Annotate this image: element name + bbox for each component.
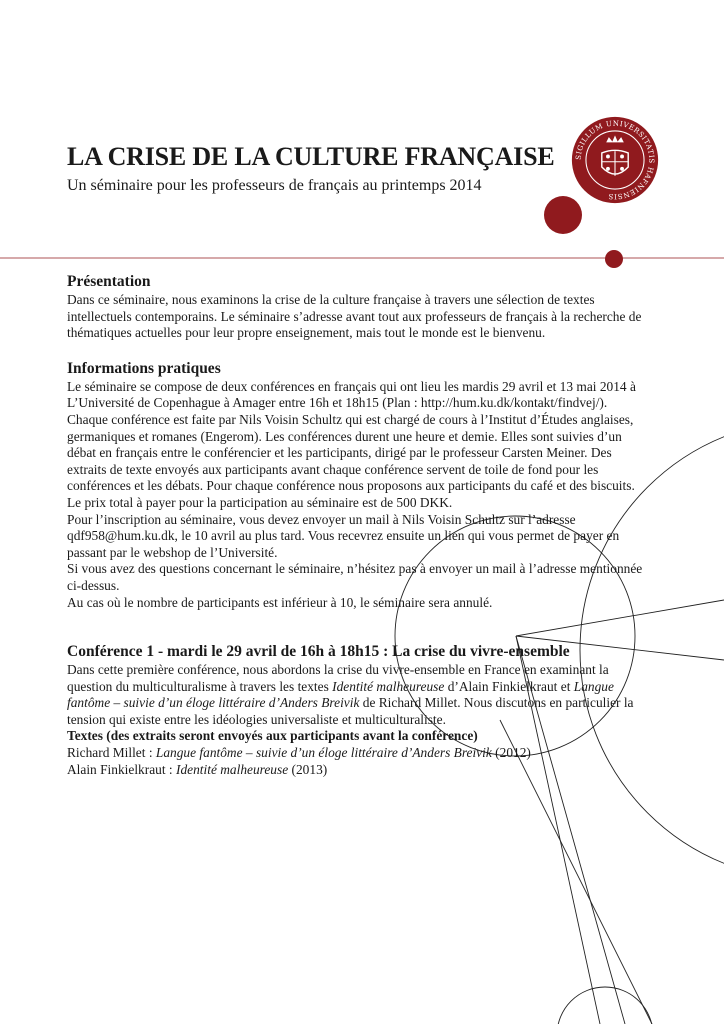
deco-circle-bottom [557, 987, 653, 1024]
questions-paragraph: Si vous avez des questions concernant le séminaire, n’hésitez pas à envoyer un mail à l’adresse mentionnée ci-dessus. [67, 561, 643, 593]
practical-info-heading: Informations pratiques [67, 359, 221, 377]
text-reference-millet: Richard Millet : Langue fantôme – suivie d’un éloge littéraire d’Anders Breivik (2012) [67, 745, 531, 761]
presentation-paragraph: Dans ce séminaire, nous examinons la crise de la culture française à travers une sélection de textes intellectuels contemporains. Le séminaire s’adresse avant tout aux professeurs de français à la recherche de thématiques actuelles pour leur propre enseignement, mais tout le monde est le bienvenu. [67, 292, 642, 341]
presentation-section [67, 272, 649, 342]
page-title: LA CRISE DE LA CULTURE FRANÇAISE [67, 142, 555, 171]
practical-info-section [67, 359, 649, 611]
cancellation-note: Au cas où le nombre de participants est inférieur à 10, le séminaire sera annulé. [67, 594, 493, 610]
texts-heading: Textes (des extraits seront envoyés aux participants avant la conférence) [67, 728, 478, 744]
presentation-heading: Présentation [67, 273, 151, 290]
small-red-dot [605, 250, 623, 268]
text-reference-finkielkraut: Alain Finkielkraut : Identité malheureuse (2013) [67, 761, 328, 777]
practical-paragraph: Le séminaire se compose de deux conférences en français qui ont lieu les mardis 29 avril et 13 mai 2014 à L’Université de Copenhague à Amager entre 16h et 18h15 (Plan : http://hum.ku.dk/kontakt/findvej/). Chaque conférence est faite par Nils Voisin Schultz qui est chargé de cours à l’Institut d’Études anglaises, germaniques et romanes (Engerom). Les conférences durent une heure et demie. Elles sont suivies d’un débat en français entre le conférencier et les participants, dirigé par le professeur Carsten Meiner. Des extraits de texte envoyés aux participants avant chaque conférence servent de toile de fond pour les conférences et les débats. Pour chaque conférence nous proposons aux participants du café et des biscuits. [67, 378, 636, 494]
registration-paragraph: Pour l’inscription au séminaire, vous devez envoyer un mail à Nils Voisin Schultz sur l’adresse qdf958@hum.ku.dk, le 10 avril au plus tard. Vous recevrez ensuite un lien qui vous permet de payer en passant par le webshop de l’Université. [67, 511, 620, 560]
price-paragraph: Le prix total à payer pour la participation au séminaire est de 500 DKK. [67, 494, 453, 510]
conference-1-intro: Dans cette première conférence, nous abordons la crise du vivre-ensemble en France en examinant la question du multiculturalisme à travers les textes Identité malheureuse d’Alain Finkielkraut et Langue fantôme – suivie d’un éloge littéraire d’Anders Breivik de Richard Millet. Nous discutons en particulier la tension qui existe entre les idéologies universaliste et multiculturaliste. [67, 662, 634, 727]
seal-text: SIGILLUM UNIVERSITATIS HAFNIENSIS [573, 118, 657, 202]
conference-1-heading: Conférence 1 - mardi le 29 avril de 16h à 18h15 : La crise du vivre-ensemble [67, 643, 570, 661]
conference-1-section [67, 642, 649, 778]
university-seal-logo [571, 116, 659, 204]
document-body [67, 272, 649, 778]
title-langue-fantome: Langue fantôme – suivie d’un éloge littéraire d’Anders Breivik [67, 678, 614, 711]
page-subtitle: Un séminaire pour les professeurs de français au printemps 2014 [67, 177, 482, 194]
title-identite-malheureuse: Identité malheureuse [332, 678, 445, 694]
